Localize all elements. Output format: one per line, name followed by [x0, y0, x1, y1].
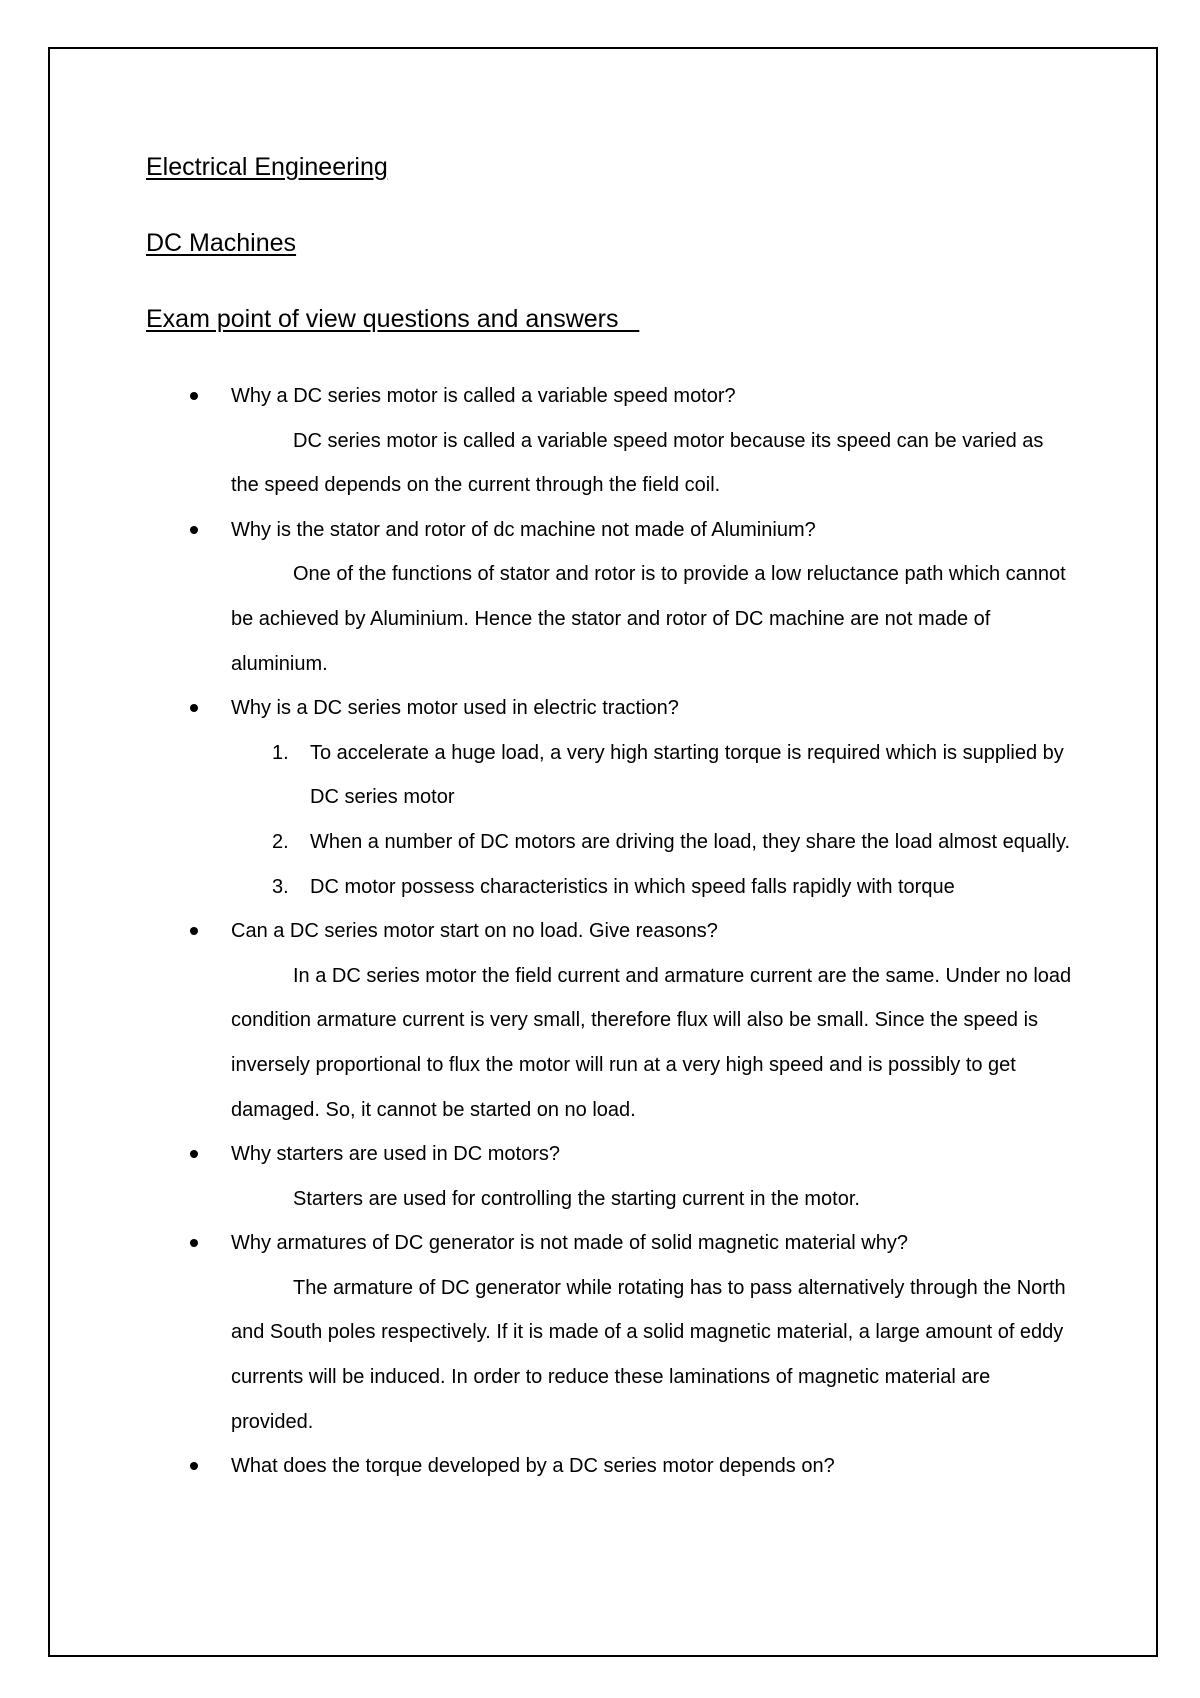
qa-list: [146, 374, 1076, 1489]
bullet-icon: [190, 526, 198, 534]
question-text: Why is the stator and rotor of dc machine not made of Aluminium?: [231, 518, 816, 541]
question-text: Can a DC series motor start on no load. Give reasons?: [231, 920, 718, 943]
question-text: Why a DC series motor is called a variable speed motor?: [231, 385, 736, 407]
subject-heading: Electrical Engineering: [146, 153, 388, 181]
bullet-icon: [190, 1150, 198, 1158]
answer-text: The armature of DC generator while rotating has to pass alternatively through the North and South poles respectively. If it is made of a solid magnetic material, a large amount of eddy currents will be induced. In order to reduce these laminations of magnetic material are provided.: [231, 1276, 1066, 1433]
qa-item: [146, 374, 1076, 508]
reason-text: To accelerate a huge load, a very high starting torque is required which is supplied by DC series motor: [310, 741, 1064, 809]
qa-item: [146, 1444, 1076, 1489]
qa-item: [146, 1221, 1076, 1444]
reasons-list: [231, 731, 1076, 909]
qa-item: [146, 508, 1076, 686]
bullet-icon: [190, 392, 198, 400]
reason-item: [231, 865, 1076, 910]
reason-number: 1.: [272, 741, 289, 764]
qa-item: [146, 1132, 1076, 1221]
qa-item: [146, 686, 1076, 909]
reason-item: [231, 731, 1076, 820]
question-text: Why armatures of DC generator is not made of solid magnetic material why?: [231, 1232, 908, 1255]
reason-text: DC motor possess characteristics in which speed falls rapidly with torque: [310, 875, 955, 898]
reason-number: 2.: [272, 830, 289, 853]
reason-number: 3.: [272, 875, 289, 898]
reason-text: When a number of DC motors are driving the load, they share the load almost equally.: [310, 830, 1071, 853]
question-text: Why is a DC series motor used in electric traction?: [231, 697, 679, 720]
answer-text: Starters are used for controlling the starting current in the motor.: [293, 1187, 860, 1210]
topic-heading: DC Machines: [146, 229, 297, 257]
bullet-icon: [190, 704, 198, 712]
bullet-icon: [190, 927, 198, 935]
answer-text: In a DC series motor the field current and armature current are the same. Under no load condition armature current is very small, therefore flux will also be small. Since the speed is inversely proportional to flux the motor will run at a very high speed and is possibly to get damaged. So, it cannot be started on no load.: [231, 964, 1072, 1121]
bullet-icon: [190, 1462, 198, 1470]
qa-item: [146, 909, 1076, 1132]
section-heading: Exam point of view questions and answers: [146, 305, 640, 333]
answer-text: DC series motor is called a variable speed motor because its speed can be varied as the speed depends on the current through the field coil.: [231, 429, 1044, 497]
bullet-icon: [190, 1239, 198, 1247]
answer-text: One of the functions of stator and rotor is to provide a low reluctance path which cannot be achieved by Aluminium. Hence the stator and rotor of DC machine are not made of aluminium.: [231, 563, 1066, 675]
reason-item: [231, 820, 1076, 865]
question-text: Why starters are used in DC motors?: [231, 1143, 560, 1166]
document-content: [146, 150, 1076, 1489]
question-text: What does the torque developed by a DC series motor depends on?: [231, 1455, 835, 1478]
